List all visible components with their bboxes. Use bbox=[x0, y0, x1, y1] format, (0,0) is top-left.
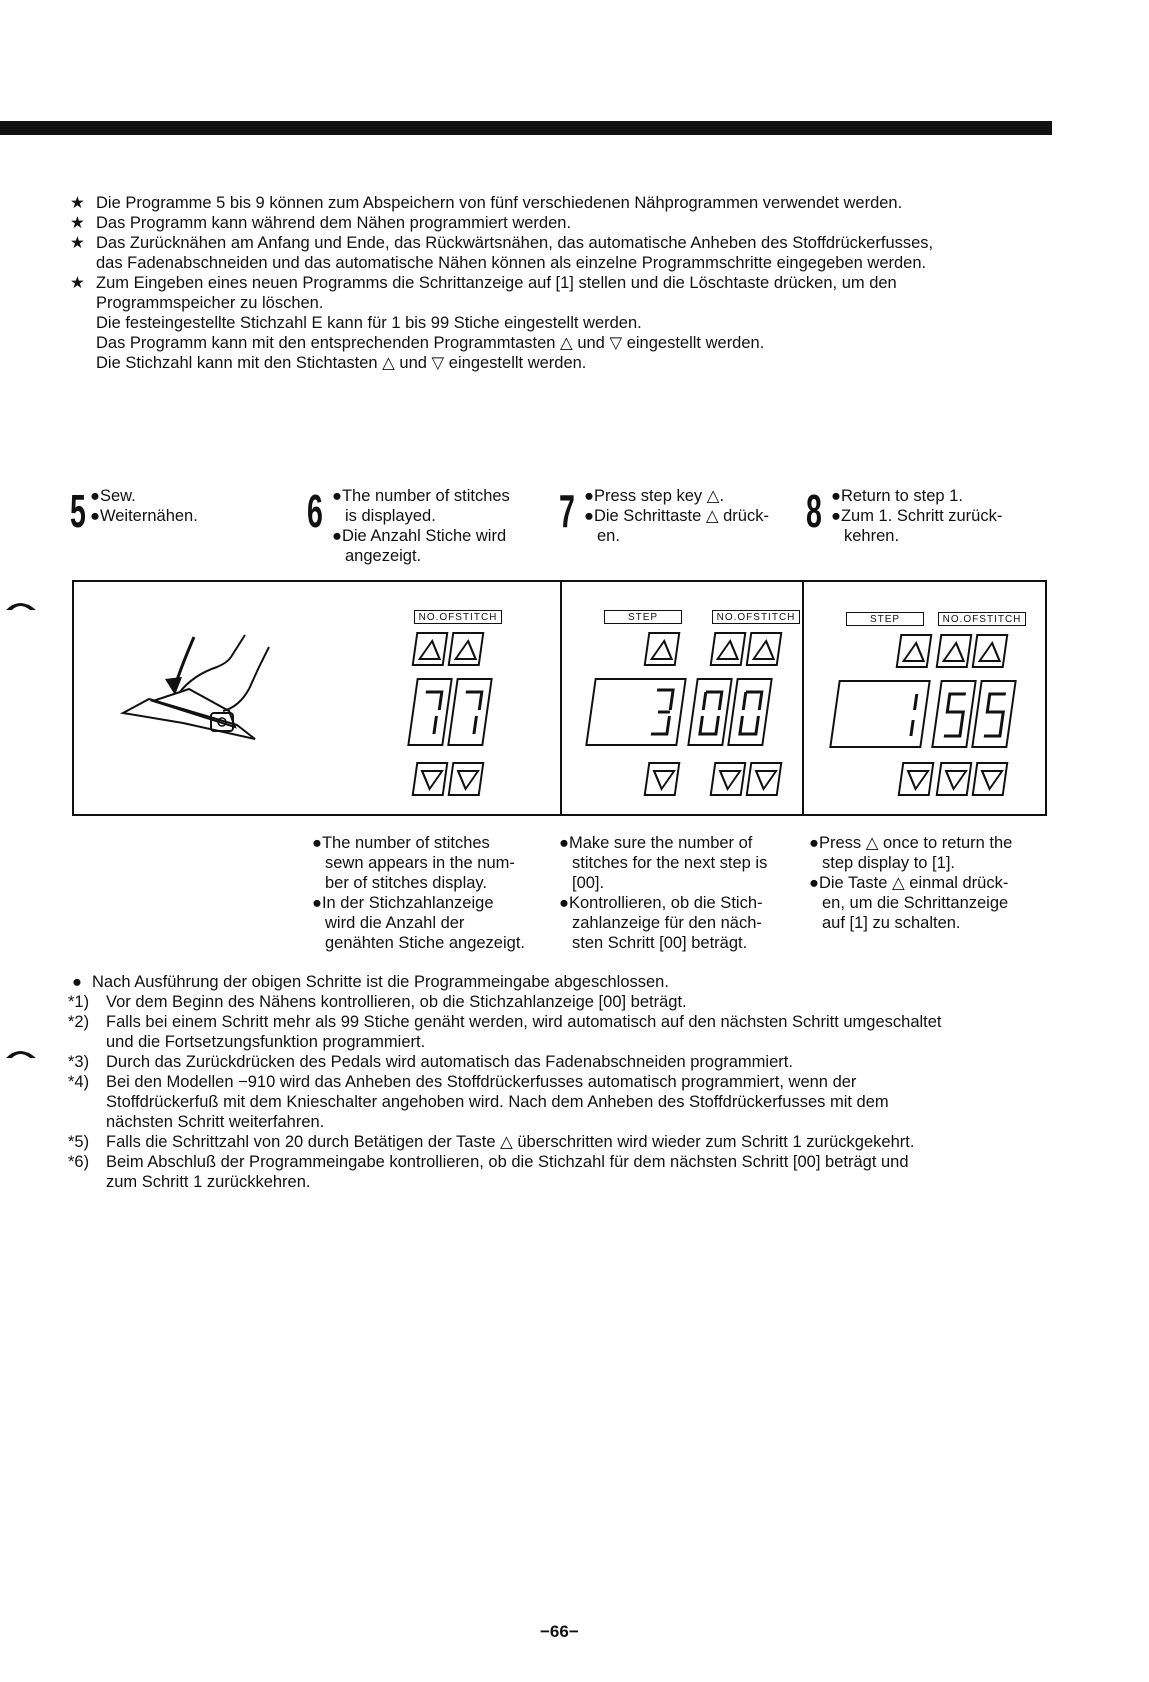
intro-item bbox=[68, 233, 1058, 273]
stitch-up-key[interactable] bbox=[746, 632, 783, 666]
footnote-item bbox=[68, 1132, 1058, 1152]
note-line: ●Kontrollieren, ob die Stich- bbox=[559, 894, 763, 912]
step-display bbox=[585, 678, 687, 746]
step-line: ●Die Schrittaste △ drück- bbox=[584, 507, 769, 525]
note-line: auf [1] zu schalten. bbox=[822, 914, 961, 932]
note-line: sten Schritt [00] beträgt. bbox=[572, 934, 748, 952]
step-6-text bbox=[332, 486, 510, 566]
triangle-up-icon bbox=[901, 640, 928, 664]
stitch-count-label: NO.OFSTITCH bbox=[712, 610, 800, 624]
footnote-line: Bei den Modellen −910 wird das Anheben des Stoffdrückerfusses automatisch programmiert, wenn der bbox=[106, 1073, 857, 1091]
intro-item bbox=[68, 213, 1058, 233]
note-step-7 bbox=[559, 833, 767, 953]
triangle-down-icon bbox=[977, 768, 1004, 792]
step-line: ●Sew. bbox=[90, 487, 136, 505]
stitch-up-key[interactable] bbox=[936, 634, 973, 668]
step-line: is displayed. bbox=[345, 507, 436, 525]
footnote-marker: *1) bbox=[68, 993, 90, 1011]
stitch-down-key[interactable] bbox=[412, 762, 449, 796]
stitch-digit-display bbox=[971, 680, 1017, 748]
stitch-digit-display bbox=[727, 678, 773, 746]
step-number: 6 bbox=[307, 485, 323, 537]
digit-7-glyph bbox=[449, 680, 492, 746]
intro-line: Die Stichzahl kann mit den Stichtasten △ und ▽ eingestellt werden. bbox=[96, 354, 587, 372]
footnote-line: Vor dem Beginn des Nähens kontrollieren, ob die Stichzahlanzeige [00] beträgt. bbox=[106, 993, 687, 1011]
intro-line: Das Programm kann während dem Nähen programmiert werden. bbox=[96, 214, 572, 232]
note-line: ●The number of stitches bbox=[312, 834, 490, 852]
footnote-line: zum Schritt 1 zurückkehren. bbox=[106, 1173, 311, 1191]
triangle-down-icon bbox=[751, 768, 778, 792]
note-line: sewn appears in the num- bbox=[325, 854, 515, 872]
step-line: en. bbox=[597, 527, 620, 545]
footnote-line: Beim Abschluß der Programmeingabe kontrollieren, ob die Stichzahl für dem nächsten Schritt [00] beträgt und bbox=[106, 1153, 909, 1171]
note-line: [00]. bbox=[572, 874, 605, 892]
step-down-key[interactable] bbox=[644, 762, 681, 796]
star-icon: ★ bbox=[70, 214, 85, 232]
step-display bbox=[829, 680, 931, 748]
stitch-digit-display bbox=[407, 678, 453, 746]
triangle-down-icon bbox=[903, 768, 930, 792]
star-icon: ★ bbox=[70, 234, 85, 252]
step-line: ●Press step key △. bbox=[584, 487, 725, 505]
intro-line: Das Programm kann mit den entsprechenden Programmtasten △ und ▽ eingestellt werden. bbox=[96, 334, 765, 352]
triangle-up-icon bbox=[941, 640, 968, 664]
triangle-down-icon bbox=[417, 768, 444, 792]
footnote-line: Durch das Zurückdrücken des Pedals wird automatisch das Fadenabschneiden programmiert. bbox=[106, 1053, 793, 1071]
step-line: ●Weiternähen. bbox=[90, 507, 198, 525]
footnote-line: nächsten Schritt weiterfahren. bbox=[106, 1113, 325, 1131]
footnote-line: Nach Ausführung der obigen Schritte ist die Programmeingabe abgeschlossen. bbox=[92, 973, 669, 991]
note-line: ●Die Taste △ einmal drück- bbox=[809, 874, 1009, 892]
step-8-text bbox=[831, 486, 1002, 546]
step-up-key[interactable] bbox=[896, 634, 933, 668]
step-line: ●Return to step 1. bbox=[831, 487, 963, 505]
footnote-marker: *3) bbox=[68, 1053, 90, 1071]
footnotes bbox=[68, 972, 1058, 1192]
step-up-key[interactable] bbox=[644, 632, 681, 666]
stitch-down-key[interactable] bbox=[710, 762, 747, 796]
star-icon: ★ bbox=[70, 274, 85, 292]
triangle-up-icon bbox=[715, 638, 742, 662]
intro-item bbox=[68, 273, 1058, 373]
stitch-count-label: NO.OFSTITCH bbox=[938, 612, 1026, 626]
stitch-up-key[interactable] bbox=[710, 632, 747, 666]
digit-7-glyph bbox=[409, 680, 452, 746]
stitch-digit-display bbox=[931, 680, 977, 748]
triangle-down-icon bbox=[941, 768, 968, 792]
triangle-up-icon bbox=[649, 638, 676, 662]
note-line: stitches for the next step is bbox=[572, 854, 768, 872]
step-label: STEP bbox=[604, 610, 682, 624]
stitch-down-key[interactable] bbox=[972, 762, 1009, 796]
stitch-digit-display bbox=[447, 678, 493, 746]
footnote-item bbox=[68, 1072, 1058, 1132]
footnote-marker: *5) bbox=[68, 1133, 90, 1151]
note-step-6 bbox=[312, 833, 525, 953]
step-line: kehren. bbox=[844, 527, 900, 545]
panel-divider bbox=[560, 582, 562, 814]
page-number: −66− bbox=[540, 1622, 579, 1641]
footnote-item bbox=[68, 992, 1058, 1012]
intro-line: Die festeingestellte Stichzahl E kann für 1 bis 99 Stiche eingestellt werden. bbox=[96, 314, 642, 332]
digit-0-glyph bbox=[689, 680, 732, 746]
note-line: wird die Anzahl der bbox=[325, 914, 465, 932]
note-line: ber of stitches display. bbox=[325, 874, 488, 892]
header-rule bbox=[0, 121, 1052, 135]
note-step-8 bbox=[809, 833, 1012, 933]
step-number: 8 bbox=[806, 485, 822, 537]
triangle-up-icon bbox=[453, 638, 480, 662]
note-line: zahlanzeige für den näch- bbox=[572, 914, 762, 932]
step-down-key[interactable] bbox=[898, 762, 935, 796]
note-line: ●Make sure the number of bbox=[559, 834, 753, 852]
note-line: ●Press △ once to return the bbox=[809, 834, 1013, 852]
footnote-item bbox=[68, 972, 1058, 992]
stitch-up-key[interactable] bbox=[972, 634, 1009, 668]
intro-line: Programmspeicher zu löschen. bbox=[96, 294, 324, 312]
digit-5-glyph bbox=[933, 682, 976, 748]
triangle-up-icon bbox=[751, 638, 778, 662]
step-line: ●The number of stitches bbox=[332, 487, 510, 505]
triangle-down-icon bbox=[715, 768, 742, 792]
stitch-up-key[interactable] bbox=[448, 632, 485, 666]
footnote-line: und die Fortsetzungsfunktion programmiert. bbox=[106, 1033, 426, 1051]
intro-line: Zum Eingeben eines neuen Programms die Schrittanzeige auf [1] stellen und die Löschtaste drücken, um den bbox=[96, 274, 897, 292]
stitch-down-key[interactable] bbox=[936, 762, 973, 796]
note-line: genähten Stiche angezeigt. bbox=[325, 934, 525, 952]
step-line: ●Die Anzahl Stiche wird bbox=[332, 527, 507, 545]
digit-0-glyph bbox=[729, 680, 772, 746]
footnote-item bbox=[68, 1152, 1058, 1192]
intro-line: Das Zurücknähen am Anfang und Ende, das Rückwärtsnähen, das automatische Anheben des Stoffdrückerfusses, bbox=[96, 234, 934, 252]
triangle-down-icon bbox=[649, 768, 676, 792]
note-line: ●In der Stichzahlanzeige bbox=[312, 894, 494, 912]
footnote-marker: *6) bbox=[68, 1153, 90, 1171]
panel-divider bbox=[802, 582, 804, 814]
digit-1-glyph bbox=[831, 682, 928, 748]
triangle-down-icon bbox=[453, 768, 480, 792]
stitch-digit-display bbox=[687, 678, 733, 746]
step-7-text bbox=[584, 486, 769, 546]
bullet-icon: ● bbox=[72, 973, 82, 991]
footnote-line: Stoffdrückerfuß mit dem Knieschalter angehoben wird. Nach dem Anheben des Stoffdrückerfusses mit dem bbox=[106, 1093, 889, 1111]
binder-mark-icon bbox=[4, 1046, 38, 1060]
step-line: angezeigt. bbox=[345, 547, 422, 565]
intro-line: Die Programme 5 bis 9 können zum Abspeichern von fünf verschiedenen Nähprogrammen verwendet werden. bbox=[96, 194, 903, 212]
binder-mark-icon bbox=[4, 598, 38, 612]
foot-pedal-icon bbox=[119, 627, 319, 747]
stitch-count-label: NO.OFSTITCH bbox=[414, 610, 502, 624]
illustration-panel bbox=[72, 580, 1047, 816]
star-icon: ★ bbox=[70, 194, 85, 212]
step-number: 7 bbox=[559, 485, 575, 537]
step-5-text bbox=[90, 486, 198, 526]
intro-list bbox=[68, 193, 1058, 373]
footnote-line: Falls die Schrittzahl von 20 durch Betätigen der Taste △ überschritten wird wieder zum Schritt 1 zurückgekehrt. bbox=[106, 1133, 915, 1151]
stitch-down-key[interactable] bbox=[746, 762, 783, 796]
step-number: 5 bbox=[70, 485, 86, 537]
stitch-up-key[interactable] bbox=[412, 632, 449, 666]
footnote-item bbox=[68, 1012, 1058, 1052]
note-line: en, um die Schrittanzeige bbox=[822, 894, 1009, 912]
step-line: ●Zum 1. Schritt zurück- bbox=[831, 507, 1003, 525]
digit-3-glyph bbox=[587, 680, 684, 746]
triangle-up-icon bbox=[977, 640, 1004, 664]
digit-5-glyph bbox=[973, 682, 1016, 748]
footnote-marker: *4) bbox=[68, 1073, 90, 1091]
footnote-item bbox=[68, 1052, 1058, 1072]
note-line: step display to [1]. bbox=[822, 854, 955, 872]
footnote-line: Falls bei einem Schritt mehr als 99 Stiche genäht werden, wird automatisch auf den nächsten Schritt umgeschaltet bbox=[106, 1013, 942, 1031]
step-label: STEP bbox=[846, 612, 924, 626]
intro-item bbox=[68, 193, 1058, 213]
intro-line: das Fadenabschneiden und das automatische Nähen können als einzelne Programmschritte eingegeben werden. bbox=[96, 254, 927, 272]
stitch-down-key[interactable] bbox=[448, 762, 485, 796]
triangle-up-icon bbox=[417, 638, 444, 662]
footnote-marker: *2) bbox=[68, 1013, 90, 1031]
